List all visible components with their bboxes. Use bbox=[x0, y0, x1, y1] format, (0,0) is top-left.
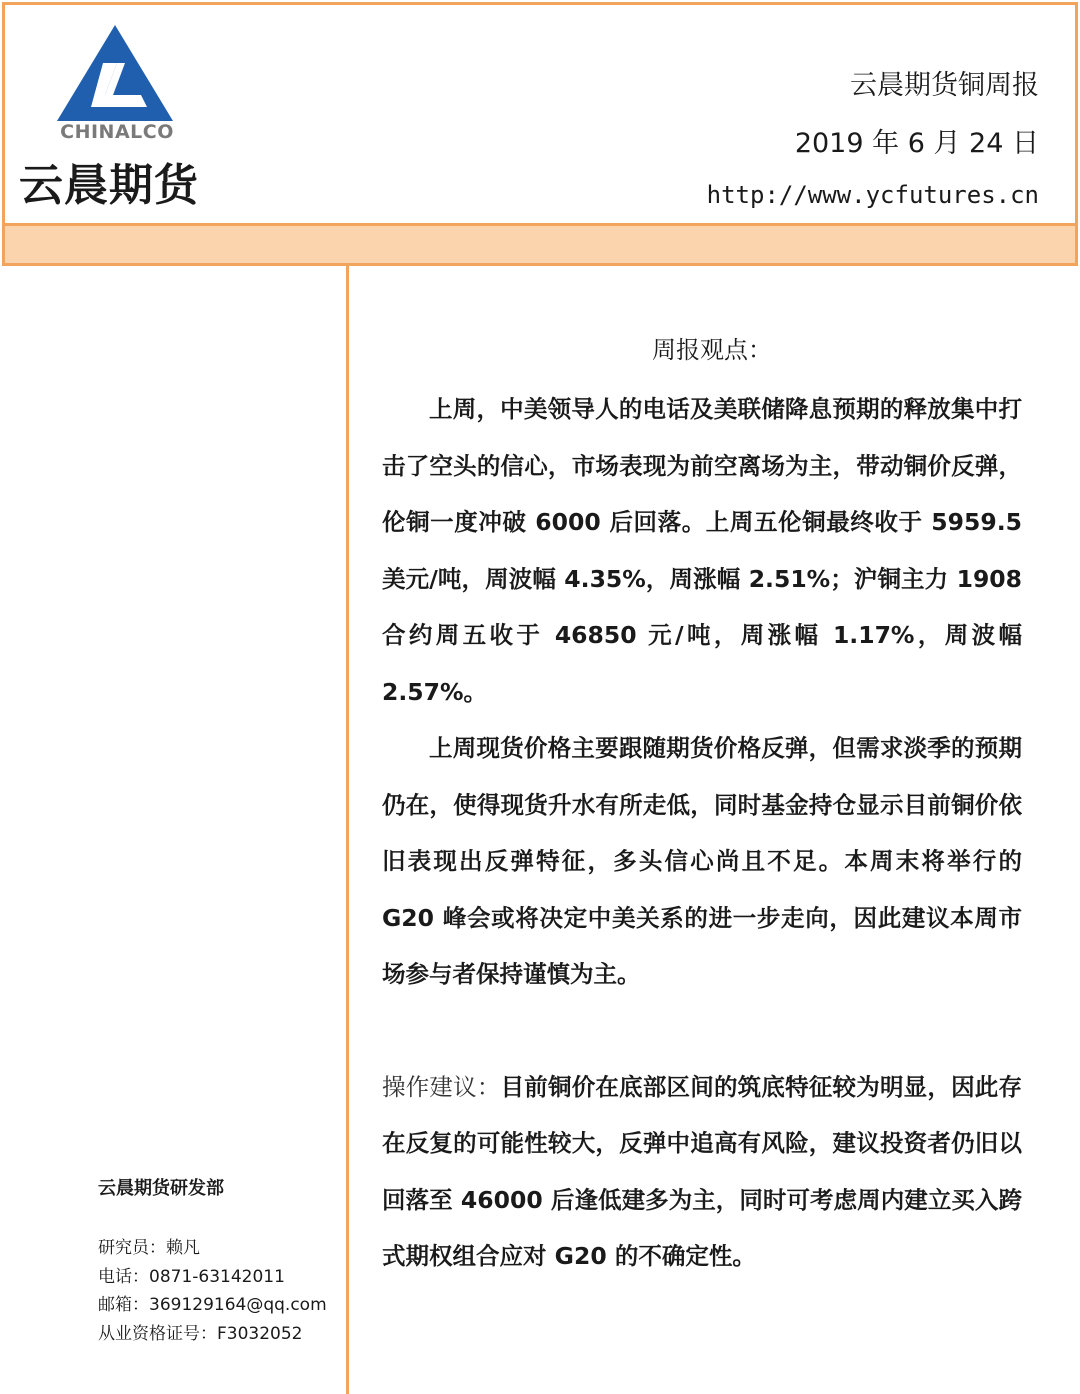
website-url[interactable]: http://www.ycfutures.cn bbox=[706, 181, 1039, 209]
email-address[interactable]: 邮箱：369129164@qq.com bbox=[98, 1295, 327, 1315]
paragraph: 上周现货价格主要跟随期货价格反弹，但需求淡季的预期仍在，使得现货升水有所走低，同时基金持仓显示目前铜价依旧表现出反弹特征，多头信心尚且不足。本周末将举行的 G20 峰会或将决定中美关系的进一步走向，因此建议本周市场参与者保持谨慎为主。 bbox=[382, 734, 1022, 988]
operation-advice bbox=[382, 1059, 1022, 1285]
logo-chinese-text: 云晨期货 bbox=[19, 160, 199, 211]
chinalco-logo-icon bbox=[55, 23, 175, 123]
report-title: 云晨期货铜周报 bbox=[850, 70, 1039, 101]
company-logo bbox=[19, 19, 219, 209]
paragraph: 上周，中美领导人的电话及美联储降息预期的释放集中打击了空头的信心，市场表现为前空离场为主，带动铜价反弹，伦铜一度冲破 6000 后回落。上周五伦铜最终收于 5959.5 美元/吨，周波幅 4.35%，周涨幅 2.51%；沪铜主力 1908 合约周五收于 46850 元/吨，周涨幅 1.17%，周波幅 2.57%。 bbox=[382, 395, 1022, 706]
researcher-name: 研究员：赖凡 bbox=[98, 1238, 200, 1258]
advice-text: 目前铜价在底部区间的筑底特征较为明显，因此存在反复的可能性较大，反弹中追高有风险，建议投资者仍旧以回落至 46000 后逢低建多为主，同时可考虑周内建立买入跨式期权组合应对 G20 的不确定性。 bbox=[382, 1072, 1023, 1270]
main-content bbox=[382, 330, 1022, 1285]
report-date: 2019 年 6 月 24 日 bbox=[794, 128, 1039, 159]
advice-label: 操作建议： bbox=[382, 1072, 501, 1101]
report-header bbox=[2, 2, 1078, 266]
header-band bbox=[5, 223, 1075, 263]
department-name: 云晨期货研发部 bbox=[98, 1178, 224, 1199]
logo-english-text: CHINALCO bbox=[60, 121, 174, 143]
phone-number: 电话：0871-63142011 bbox=[98, 1266, 285, 1287]
contact-sidebar bbox=[98, 1174, 338, 1348]
section-title: 周报观点： bbox=[652, 336, 772, 364]
column-divider bbox=[346, 266, 349, 1394]
license-number: 从业资格证号：F3032052 bbox=[98, 1323, 303, 1344]
